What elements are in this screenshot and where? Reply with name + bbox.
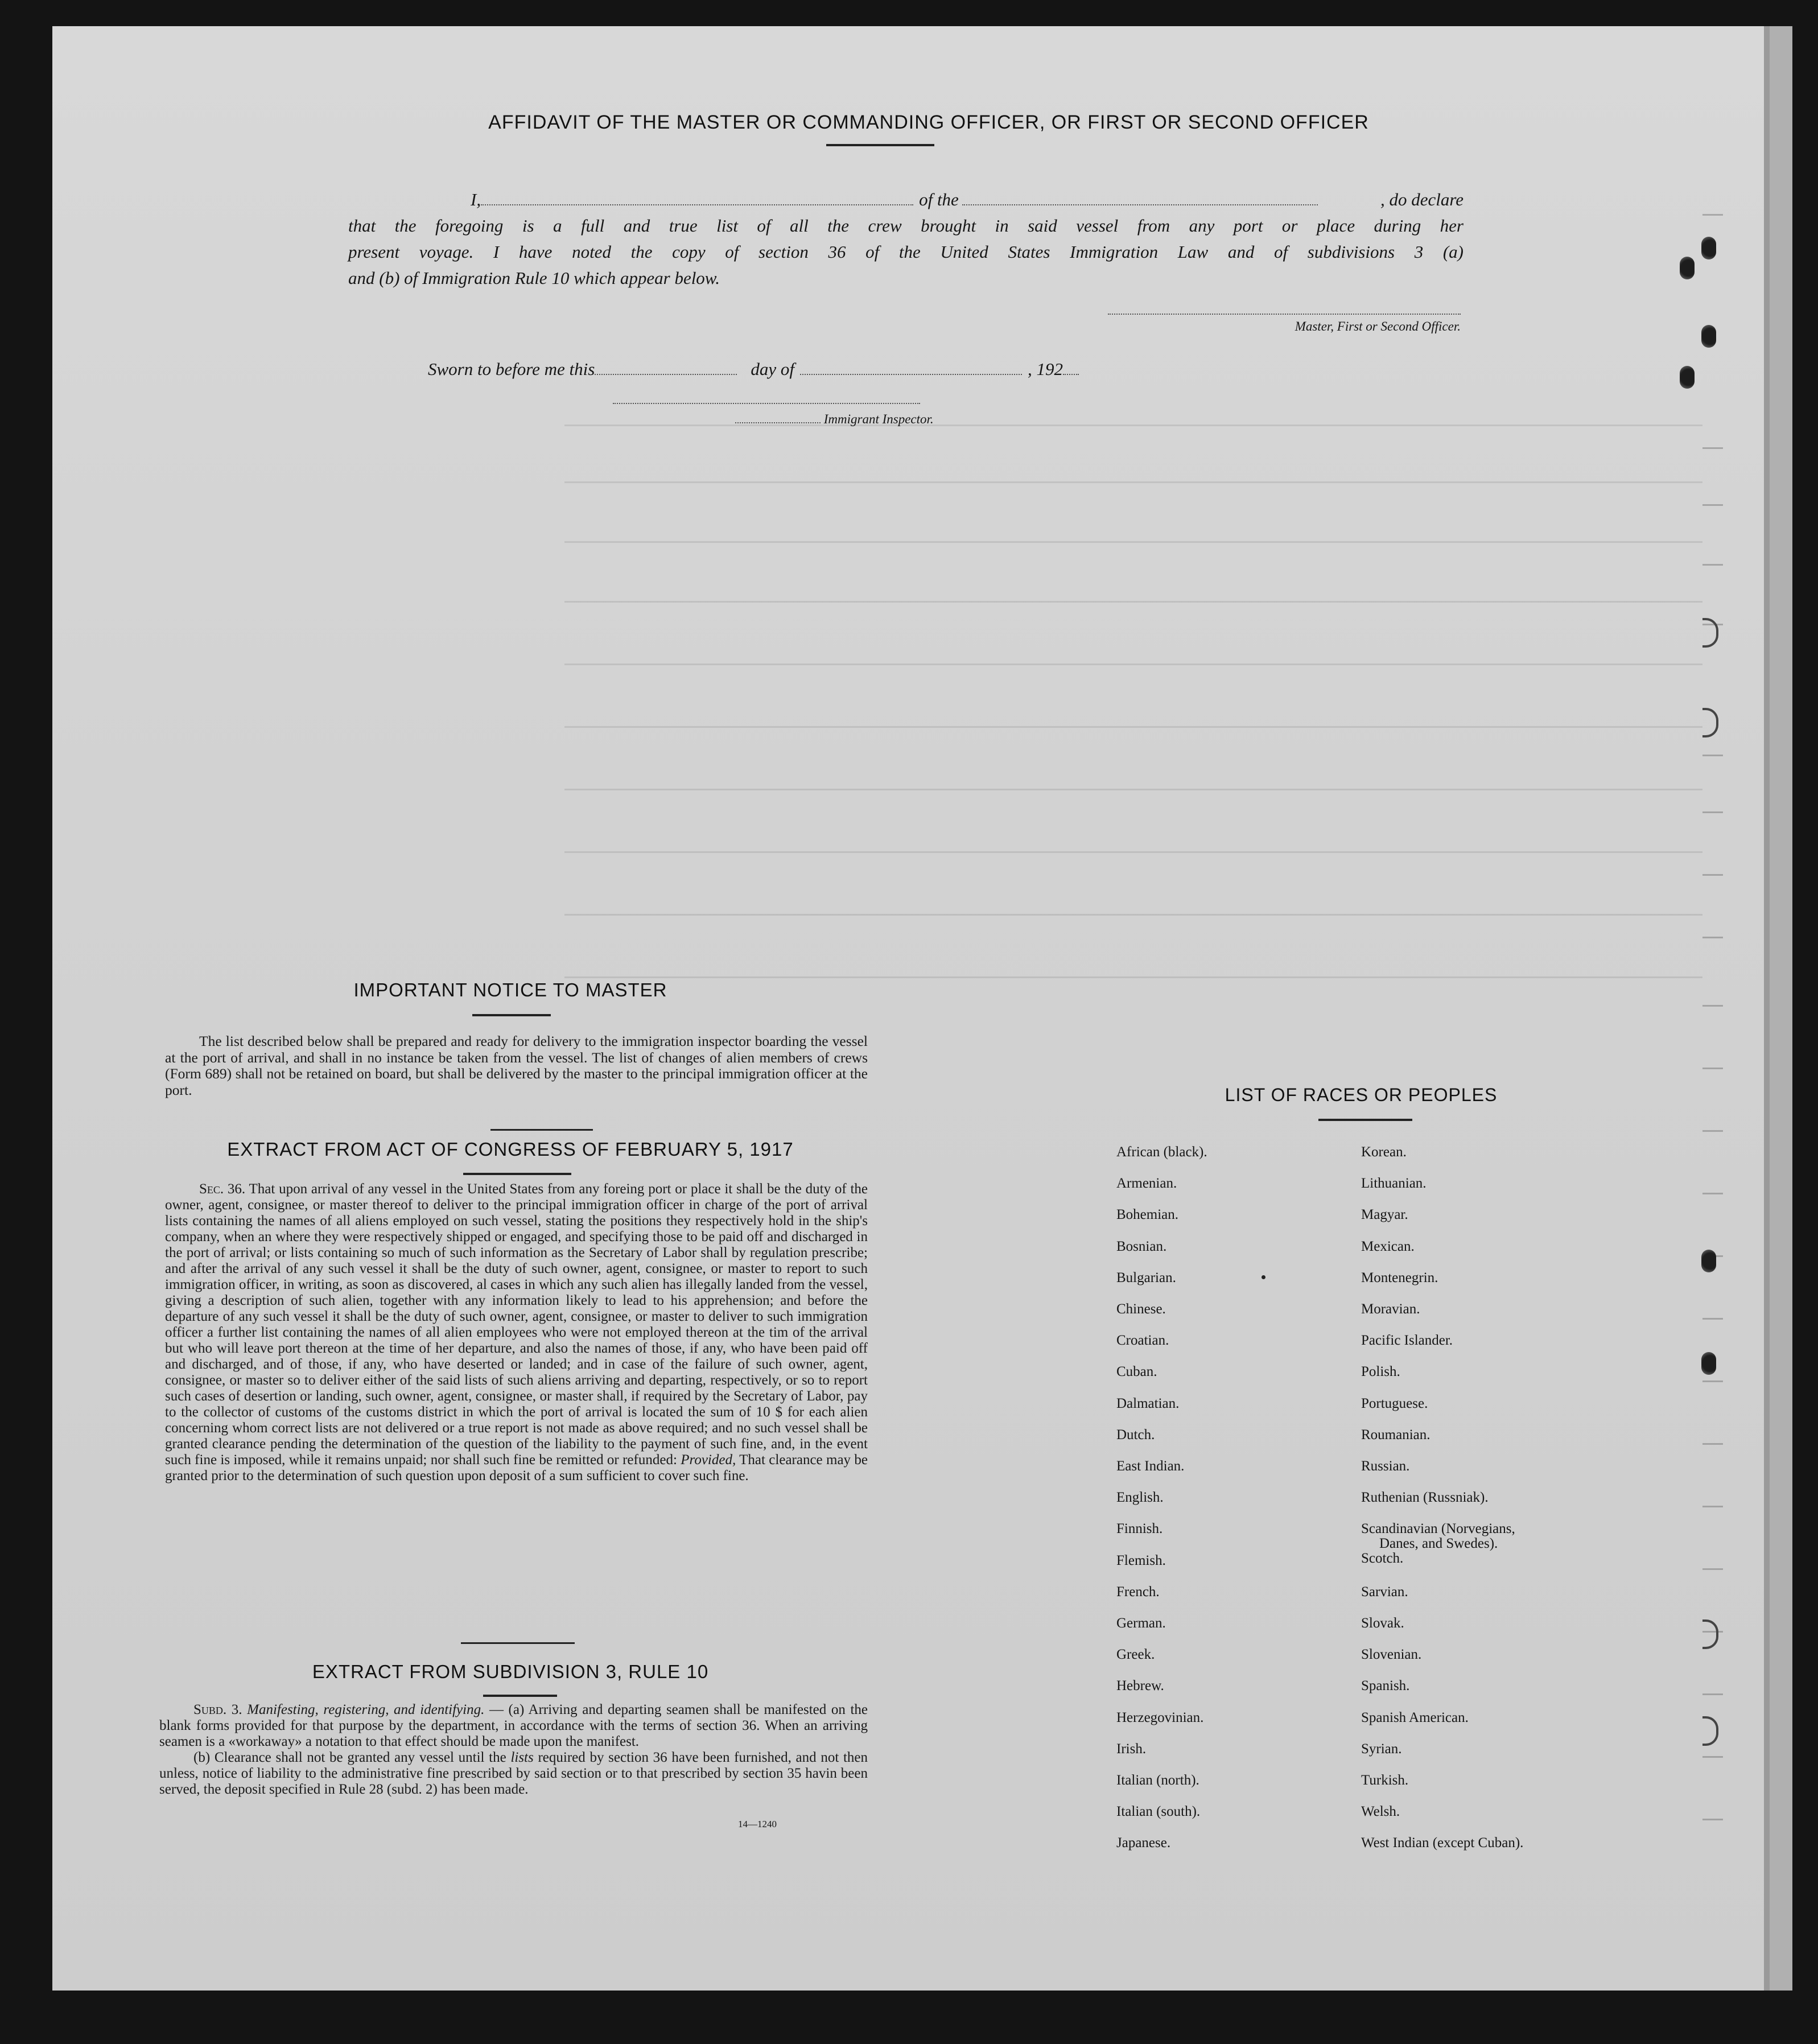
declaration-line-2: that the foregoing is a full and true list of all the crew brought in said vessel from any port or place during her: [348, 216, 1464, 236]
of-the-label: of the: [919, 189, 959, 209]
binder-hole-icon: [1701, 1250, 1716, 1272]
act-section-label: Sec. 36.: [199, 1181, 246, 1197]
race-item: Japanese.: [1116, 1835, 1171, 1851]
subd-para-b-rest: required by section 36 have been furnished, and not then unless, notice of liability to the administrative fine prescribed by said section or to that prescribed by section 35 havin been served, the deposit specified in Rule 28 (subd. 2) has been made.: [159, 1750, 868, 1797]
races-title: LIST OF RACES OR PEOPLES: [1225, 1085, 1498, 1105]
race-item: Armenian.: [1116, 1176, 1177, 1192]
race-item: Turkish.: [1361, 1773, 1409, 1788]
binder-hole-icon: [1680, 257, 1695, 279]
race-item: Montenegrin.: [1361, 1270, 1438, 1285]
race-item: Polish.: [1361, 1364, 1400, 1380]
affidavit-title-rule: [826, 144, 934, 146]
subdivision-para-b: [159, 1750, 868, 1798]
race-item: Croatian.: [1116, 1333, 1169, 1349]
race-item: Italian (north).: [1116, 1773, 1199, 1788]
race-item: Flemish.: [1116, 1552, 1166, 1568]
inspector-signature-blank[interactable]: [613, 403, 920, 404]
subd-para-b-lists: lists: [510, 1750, 534, 1765]
races-title-rule: [1318, 1119, 1412, 1121]
binder-ring-icon: [1702, 1716, 1718, 1746]
race-item: Hebrew.: [1116, 1678, 1164, 1694]
race-item: Greek.: [1116, 1647, 1155, 1663]
act-proviso-label: Provided,: [681, 1452, 736, 1468]
subd-heading: Manifesting, registering, and identifying.: [247, 1702, 485, 1717]
race-item: Slovenian.: [1361, 1647, 1422, 1663]
vessel-name-blank[interactable]: [962, 204, 1318, 205]
act-text: [165, 1181, 868, 1484]
sworn-year-blank[interactable]: [1063, 374, 1079, 375]
binder-ring-icon: [1702, 708, 1718, 737]
subd-label: Subd. 3.: [193, 1702, 242, 1717]
binder-hole-icon: [1701, 1352, 1716, 1375]
subdivision-para-a: [159, 1702, 868, 1750]
race-item: West Indian (except Cuban).: [1361, 1835, 1524, 1851]
act-section-text: That upon arrival of any vessel in the United States from any foreing port or place it shall be the duty of the owner, agent, consignee, or master thereof to deliver to the principal immigration officer in charge of the port of arrival lists containing the names of all aliens employed on such vessel, stating the positions they respectively hold in the ship's company, when an where they were respectively shipped or engaged, and specifying those to be paid off and discharged in the port of arrival; or lists containing so much of such information as the Secretary of Labor shall by regulation prescribe; and after the arrival of any such vessel it shall be the duty of such owner, agent, consignee, or master to report to such immigration officer, in writing, as soon as discovered, al cases in which any such alien has illegally landed from the vessel, giving a description of such alien, together with any information likely to lead to his apprehension; and before the departure of any such vessel it shall be the duty of such owner, agent, consignee, or master to deliver to such immigration officer a further list containing the names of all alien employees who were not employed thereon at the tim of the arrival but who will leave port thereon at the time of her departure, and also the names of those, if any, who have been paid off and discharged, and of those, if any, who have deserted or landed; and in case of the failure of such owner, agent, consignee, or master so to deliver either of the said lists of such aliens arriving and departing, respectively, or so to report such cases of desertion or landing, such owner, agent, consignee, or master shall, if required by the Secretary of Labor, pay to the collector of customs of the customs district in which the port of arrival is located the sum of 10 $ for each alien concerning whom correct lists are not delivered or a true report is not made as above required; and no such vessel shall be granted clearance pending the determination of the question of the liability to the payment of such fine, and, in the event such fine is imposed, while it remains unpaid; nor shall such fine be remitted or refunded:: [165, 1181, 868, 1468]
day-of-label: day of: [751, 359, 794, 379]
master-signature-label: Master, First or Second Officer.: [1295, 319, 1461, 333]
notice-separator-rule: [490, 1129, 593, 1131]
inspector-label: Immigrant Inspector.: [823, 412, 934, 426]
race-item: Spanish American.: [1361, 1709, 1469, 1725]
subdivision-text: [159, 1702, 868, 1798]
race-item: Korean.: [1361, 1144, 1407, 1160]
race-item: Finnish.: [1116, 1521, 1163, 1537]
subdivision-title-rule: [483, 1695, 557, 1697]
inspector-leader-dots: [735, 422, 821, 423]
race-item: East Indian.: [1116, 1458, 1185, 1474]
race-item: Herzegovinian.: [1116, 1709, 1204, 1725]
races-left-column: [1116, 1144, 1355, 1884]
race-item: Spanish.: [1361, 1678, 1410, 1694]
binder-hole-icon: [1701, 325, 1716, 348]
inspector-line: [735, 412, 934, 427]
race-item: Scotch.: [1361, 1551, 1404, 1567]
subd-para-b-start: (b) Clearance shall not be granted any vessel until the: [193, 1750, 506, 1765]
binder-hole-icon: [1680, 366, 1695, 389]
subdivision-title: EXTRACT FROM SUBDIVISION 3, RULE 10: [312, 1661, 709, 1682]
affidavit-declaration: [348, 187, 1464, 291]
race-item: Cuban.: [1116, 1364, 1157, 1380]
race-item: African (black).: [1116, 1144, 1207, 1160]
race-item: Russian.: [1361, 1458, 1410, 1474]
race-item: Pacific Islander.: [1361, 1333, 1453, 1349]
notice-text: The list described below shall be prepared and ready for delivery to the immigration inspector boarding the vessel at the port of arrival, and shall in no instance be taken from the vessel. The list of changes of alien members of crews (Form 689) shall not be retained on board, but shall be delivered by the master to the principal immigration officer at the port.: [165, 1033, 868, 1098]
notice-title-rule: [472, 1014, 551, 1016]
form-number: 14—1240: [738, 1819, 777, 1829]
act-title-rule: [463, 1173, 571, 1175]
race-item: Mexican.: [1361, 1238, 1415, 1254]
race-item: Ruthenian (Russniak).: [1361, 1490, 1489, 1506]
race-item: Bosnian.: [1116, 1238, 1167, 1254]
race-item: Magyar.: [1361, 1207, 1408, 1223]
race-item: Dutch.: [1116, 1427, 1155, 1443]
race-item: Sarvian.: [1361, 1584, 1408, 1600]
document-page: [52, 26, 1770, 1991]
binder-hole-icon: [1701, 237, 1716, 259]
stray-mark: [1262, 1275, 1265, 1279]
race-item: Bulgarian.: [1116, 1270, 1176, 1285]
officer-name-blank[interactable]: [481, 204, 913, 205]
binder-ring-icon: [1702, 1619, 1718, 1649]
declaration-line-3: present voyage. I have noted the copy of section 36 of the United States Immigration Law and of subdivisions 3 (a): [348, 242, 1464, 262]
race-item: Dalmatian.: [1116, 1395, 1180, 1411]
act-proviso-text: That clearance may be granted prior to the determination of such question upon deposit of a sum sufficient to cover such fine.: [165, 1452, 868, 1483]
race-item: Roumanian.: [1361, 1427, 1431, 1443]
notice-title: IMPORTANT NOTICE TO MASTER: [353, 979, 667, 1000]
race-item: Danes, and Swedes).: [1379, 1536, 1498, 1552]
race-item: Irish.: [1116, 1741, 1147, 1757]
declare-label: , do declare: [1380, 189, 1464, 209]
race-item: Syrian.: [1361, 1741, 1402, 1757]
race-item: French.: [1116, 1584, 1160, 1600]
affidavit-title: AFFIDAVIT OF THE MASTER OR COMMANDING OFFICER, OR FIRST OR SECOND OFFICER: [488, 112, 1369, 133]
sworn-label: Sworn to before me this: [428, 359, 595, 379]
sworn-line: [428, 359, 1079, 380]
declaration-line-4: and (b) of Immigration Rule 10 which appear below.: [348, 268, 720, 288]
race-item: Welsh.: [1361, 1804, 1400, 1820]
race-item: English.: [1116, 1490, 1164, 1506]
sworn-day-blank[interactable]: [595, 374, 737, 375]
act-end-rule: [461, 1642, 575, 1644]
year-label: , 192: [1027, 359, 1063, 379]
race-item: Bohemian.: [1116, 1207, 1179, 1223]
race-item: Italian (south).: [1116, 1804, 1201, 1820]
race-item: Scandinavian (Norvegians,: [1361, 1521, 1515, 1537]
binder-ring-icon: [1702, 618, 1718, 648]
subd-para-a-text: — (a) Arriving and departing seamen shall be manifested on the blank forms provided for that purpose by the department, in accordance with the terms of section 36. When an arriving seamen is a «workaway» a notation to that effect should be made upon the manifest.: [159, 1702, 868, 1749]
race-item: Slovak.: [1361, 1616, 1404, 1631]
i-label: I,: [471, 189, 481, 209]
master-signature-blank[interactable]: [1108, 314, 1461, 315]
race-item: Chinese.: [1116, 1301, 1166, 1317]
race-item: Moravian.: [1361, 1301, 1420, 1317]
act-title: EXTRACT FROM ACT OF CONGRESS OF FEBRUARY 5, 1917: [227, 1139, 794, 1160]
page-edge-strip: [1770, 26, 1792, 1991]
races-right-column: [1361, 1144, 1657, 1901]
race-item: Portuguese.: [1361, 1395, 1428, 1411]
sworn-month-blank[interactable]: [800, 374, 1022, 375]
race-item: Lithuanian.: [1361, 1176, 1427, 1192]
race-item: German.: [1116, 1616, 1166, 1631]
